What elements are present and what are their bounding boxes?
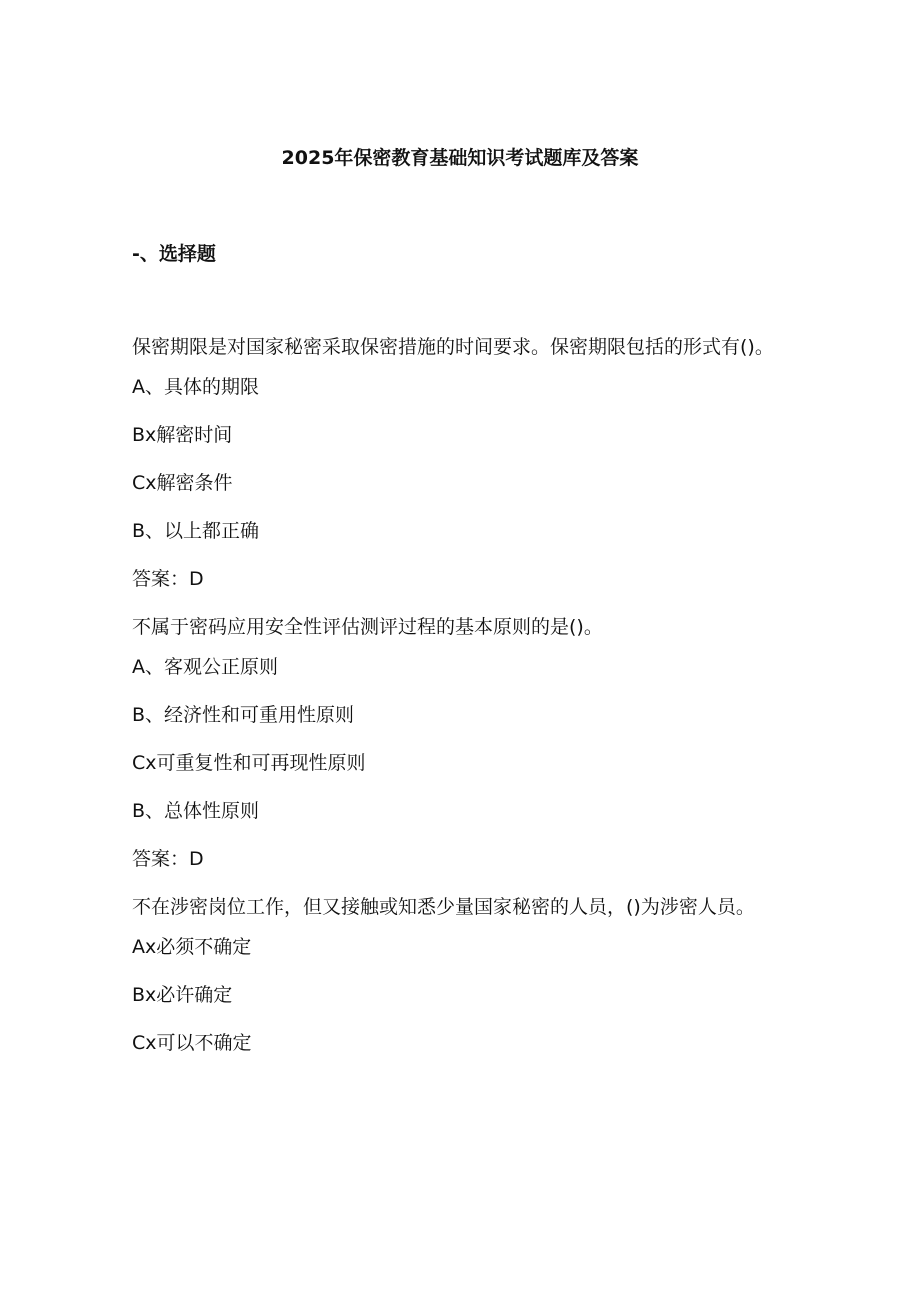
- option-b: B、经济性和可重用性原则: [132, 704, 355, 726]
- answer-text: 答案：D: [132, 848, 204, 870]
- option-d: B、以上都正确: [132, 520, 260, 542]
- question-block-1: [132, 333, 782, 593]
- question-text: 保密期限是对国家秘密采取保密措施的时间要求。保密期限包括的形式有()。: [132, 336, 774, 358]
- option-a: A、客观公正原则: [132, 656, 278, 678]
- option-a: A、具体的期限: [132, 376, 259, 398]
- question-block-3: [132, 893, 782, 1057]
- question-text: 不在涉密岗位工作，但又接触或知悉少量国家秘密的人员，()为涉密人员。: [132, 896, 755, 918]
- section-heading: -、选择题: [132, 243, 216, 265]
- option-a: Ax必须不确定: [132, 936, 252, 958]
- question-list: [132, 333, 782, 1077]
- option-c: Cx可重复性和可再现性原则: [132, 752, 366, 774]
- question-block-2: [132, 613, 782, 873]
- question-text: 不属于密码应用安全性评估测评过程的基本原则的是()。: [132, 616, 603, 638]
- document-title: 2025年保密教育基础知识考试题库及答案: [281, 147, 639, 169]
- option-b: Bx解密时间: [132, 424, 233, 446]
- option-d: B、总体性原则: [132, 800, 260, 822]
- answer-text: 答案：D: [132, 568, 204, 590]
- option-c: Cx可以不确定: [132, 1032, 252, 1054]
- option-c: Cx解密条件: [132, 472, 233, 494]
- option-b: Bx必许确定: [132, 984, 233, 1006]
